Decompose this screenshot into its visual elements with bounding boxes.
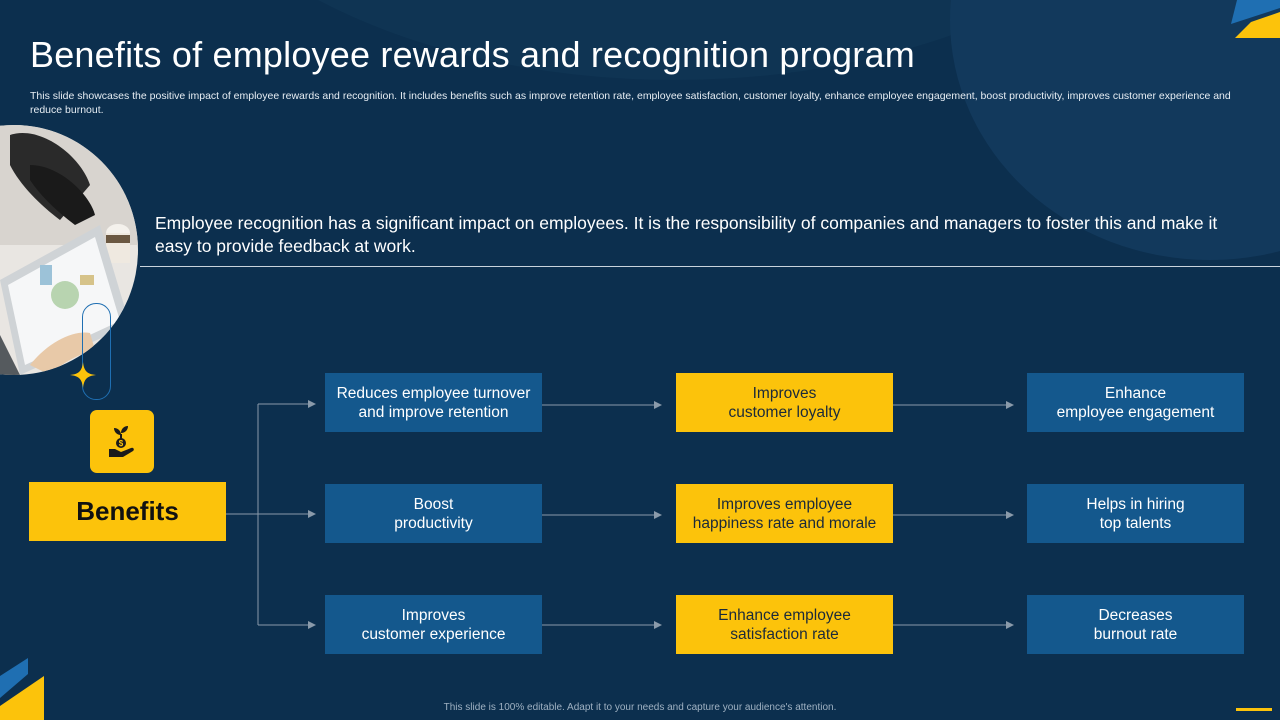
benefits-icon-badge xyxy=(90,410,154,473)
svg-text:$: $ xyxy=(118,439,124,448)
node-happiness-morale: Improves employee happiness rate and morale xyxy=(676,484,893,543)
node-reduces-turnover: Reduces employee turnover and improve retention xyxy=(325,373,542,432)
page-subtitle: This slide showcases the positive impact of employee rewards and recognition. It includes benefits such as improve retention rate, employee satisfaction, customer loyalty, enhance employee engagement, boost productivity, improves customer experience and reduce burnout. xyxy=(30,90,1231,116)
node-customer-experience: Improves customer experience xyxy=(325,595,542,654)
benefits-root-node: Benefits xyxy=(29,482,226,541)
node-customer-loyalty: Improves customer loyalty xyxy=(676,373,893,432)
money-plant-hand-icon xyxy=(107,424,137,458)
node-hiring-talents: Helps in hiring top talents xyxy=(1027,484,1244,543)
node-employee-engagement: Enhance employee engagement xyxy=(1027,373,1244,432)
node-burnout-rate: Decreases burnout rate xyxy=(1027,595,1244,654)
footer-note: This slide is 100% editable. Adapt it to your needs and capture your audience's attention. xyxy=(443,702,837,713)
node-satisfaction-rate: Enhance employee satisfaction rate xyxy=(676,595,893,654)
node-boost-productivity: Boost productivity xyxy=(325,484,542,543)
intro-statement: Employee recognition has a significant impact on employees. It is the responsibility of companies and managers to foster this and make it easy to provide feedback at work. xyxy=(155,213,1218,256)
page-title: Benefits of employee rewards and recognition program xyxy=(30,34,915,75)
